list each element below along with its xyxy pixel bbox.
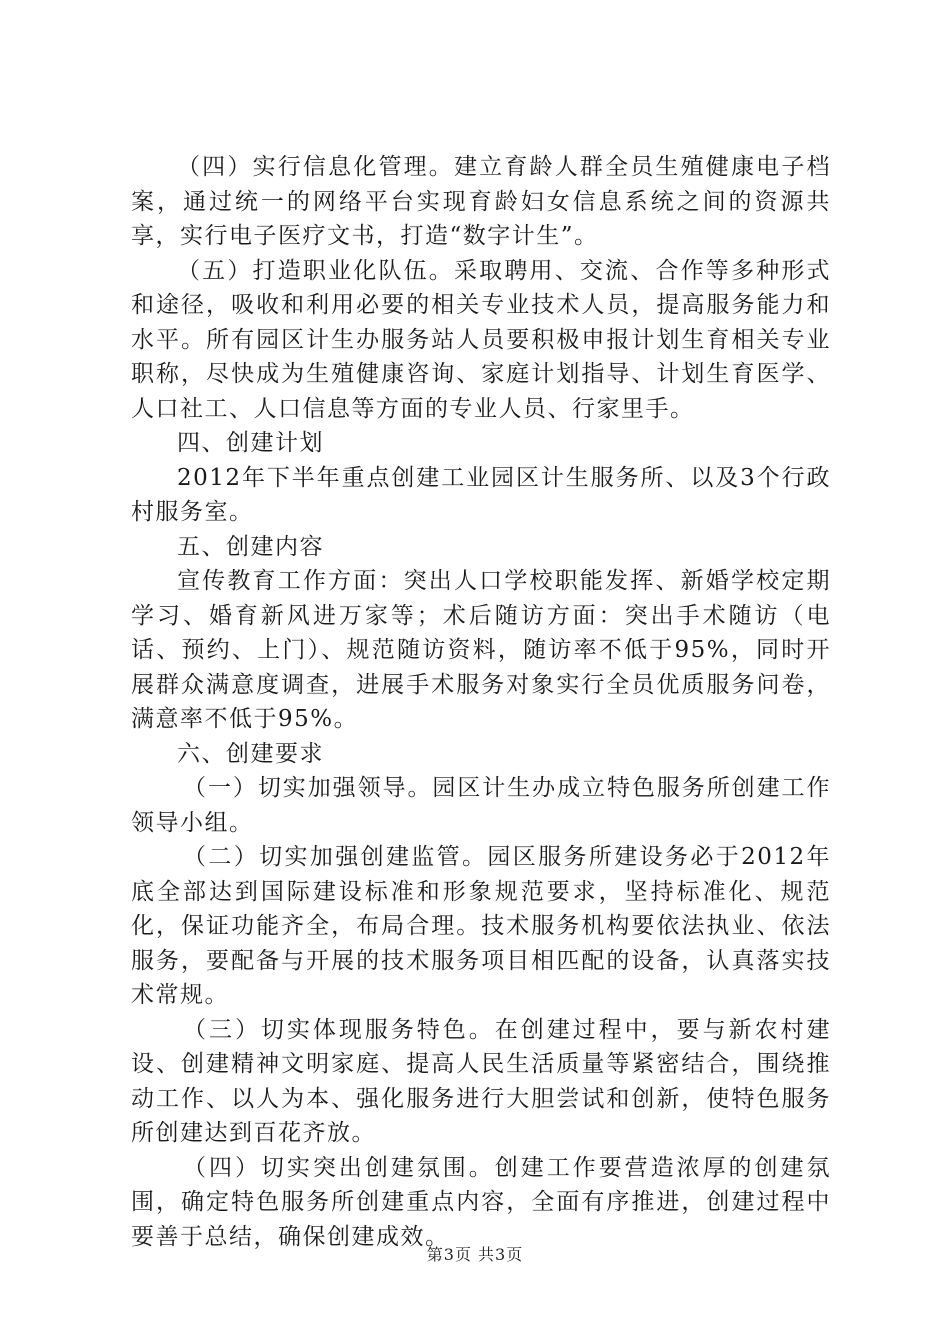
document-body — [131, 150, 831, 1254]
paragraph-leadership: （一）切实加强领导。园区计生办成立特色服务所创建工作领导小组。 — [131, 775, 831, 836]
paragraph-supervision: （二）切实加强创建监管。园区服务所建设务必于2012年底全部达到国际建设标准和形象规范要求，坚持标准化、规范化，保证功能齐全，布局合理。技术服务机构要依法执业、依法服务，要配备与开展的技术服务项目相匹配的设备，认真落实技术常规。 — [131, 844, 831, 1008]
paragraph-service-features: （三）切实体现服务特色。在创建过程中，要与新农村建设、创建精神文明家庭、提高人民生活质量等紧密结合，围绕推动工作、以人为本、强化服务进行大胆尝试和创新，使特色服务所创建达到百花齐放。 — [131, 1016, 831, 1146]
section-heading-plan: 四、创建计划 — [177, 430, 324, 456]
paragraph-atmosphere: （四）切实突出创建氛围。创建工作要营造浓厚的创建氛围，确定特色服务所创建重点内容，全面有序推进，创建过程中要善于总结，确保创建成效。 — [131, 1154, 831, 1250]
paragraph-professional-team: （五）打造职业化队伍。采取聘用、交流、合作等多种形式和途径，吸收和利用必要的相关专业技术人员，提高服务能力和水平。所有园区计生办服务站人员要积极申报计划生育相关专业职称，尽快成为生殖健康咨询、家庭计划指导、计划生育医学、人口社工、人口信息等方面的专业人员、行家里手。 — [131, 257, 831, 422]
page-number-footer: 第3页 共3页 — [426, 1245, 524, 1264]
section-heading-requirements: 六、创建要求 — [177, 740, 324, 767]
paragraph-content: 宣传教育工作方面：突出人口学校职能发挥、新婚学校定期学习、婚育新风进万家等；术后随访方面：突出手术随访（电话、预约、上门）、规范随访资料，随访率不低于95%，同时开展群众满意度调查，进展手术服务对象实行全员优质服务问卷，满意率不低于95%。 — [131, 568, 831, 732]
paragraph-information-management: （四）实行信息化管理。建立育龄人群全员生殖健康电子档案，通过统一的网络平台实现育龄妇女信息系统之间的资源共享，实行电子医疗文书，打造“数字计生”。 — [131, 154, 831, 249]
section-heading-content: 五、创建内容 — [177, 533, 324, 560]
paragraph-plan: 2012年下半年重点创建工业园区计生服务所、以及3个行政村服务室。 — [131, 464, 831, 525]
